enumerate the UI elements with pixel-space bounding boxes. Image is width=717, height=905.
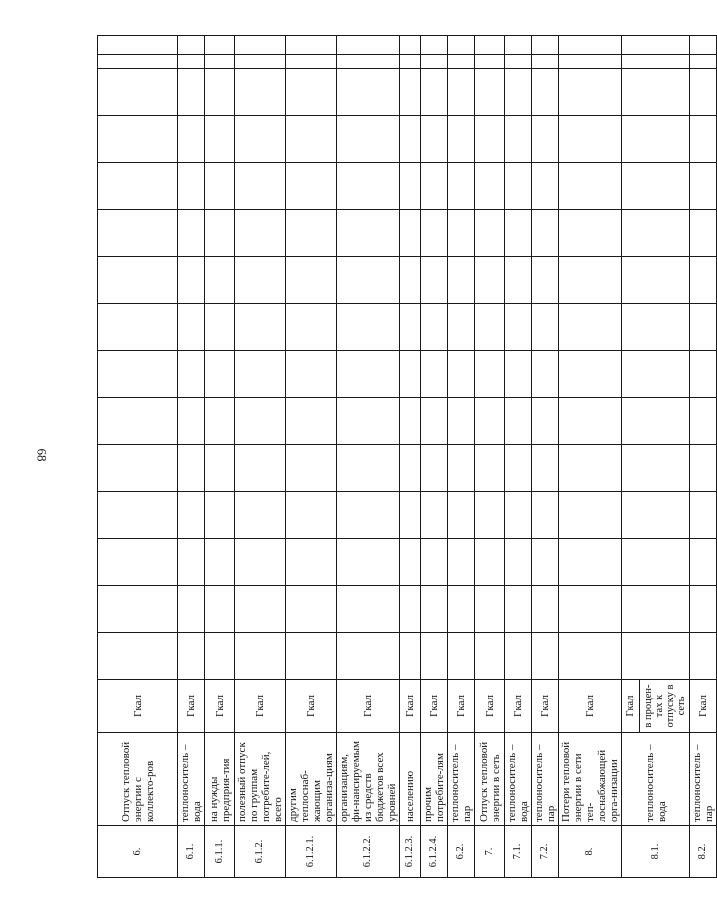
data-cell [421,398,448,445]
data-cell [178,445,205,492]
edge-cell [690,36,717,55]
data-cell [448,304,475,351]
data-cell [400,69,421,116]
row-number: 8.2. [690,826,717,878]
data-cell [337,633,400,680]
data-cell [475,586,505,633]
data-cell [559,445,622,492]
data-cell [205,633,235,680]
data-cell [475,304,505,351]
data-cell [475,539,505,586]
data-cell [559,492,622,539]
data-cell [532,492,559,539]
data-cell [205,351,235,398]
edge-cell [400,36,421,55]
data-cell [235,586,286,633]
data-cell [205,304,235,351]
data-cell [235,351,286,398]
data-cell [505,163,532,210]
data-cell [98,539,178,586]
data-cell [178,492,205,539]
data-cell [448,492,475,539]
data-cell [235,633,286,680]
data-cell [235,398,286,445]
data-cell [690,210,717,257]
data-cell [205,55,235,69]
table-row [448,36,475,878]
data-cell [505,633,532,680]
row-number: 8.1. [622,826,690,878]
data-cell [421,210,448,257]
row-number: 7.2. [532,826,559,878]
data-cell [400,116,421,163]
data-cell [400,445,421,492]
data-cell [235,539,286,586]
data-cell [448,633,475,680]
data-cell [690,304,717,351]
row-name: теплоноситель – вода [178,733,205,826]
data-cell [337,116,400,163]
data-cell [178,210,205,257]
data-cell [235,163,286,210]
data-cell [448,69,475,116]
data-cell [690,55,717,69]
data-cell [235,116,286,163]
data-cell [421,55,448,69]
data-cell [532,633,559,680]
edge-cell [421,36,448,55]
table-row [235,36,286,878]
table-row [532,36,559,878]
data-cell [448,445,475,492]
data-cell [475,633,505,680]
data-cell [98,257,178,304]
data-cell [622,398,690,445]
data-cell [532,116,559,163]
data-cell [337,304,400,351]
data-cell [286,69,337,116]
data-cell [235,445,286,492]
table-row [400,36,421,878]
data-cell [178,163,205,210]
row-number: 7. [475,826,505,878]
row-number: 6.1.2. [235,826,286,878]
data-cell [178,398,205,445]
data-cell [178,257,205,304]
row-name: теплоноситель – пар [532,733,559,826]
data-cell [690,163,717,210]
data-cell [98,398,178,445]
row-name: организациям, фи-нансируемым из средств бюджетов всех уровней [337,733,400,826]
data-cell [690,539,717,586]
data-cell [622,55,690,69]
data-cell [448,351,475,398]
data-cell [421,163,448,210]
data-cell [421,539,448,586]
edge-cell [178,36,205,55]
row-name: теплоноситель – пар [448,733,475,826]
data-cell [475,55,505,69]
data-cell [505,445,532,492]
data-cell [622,539,690,586]
data-cell [98,492,178,539]
data-cell [559,633,622,680]
data-cell [337,210,400,257]
data-cell [178,586,205,633]
data-cell [690,492,717,539]
row-number: 6.1.2.4. [421,826,448,878]
data-cell [448,55,475,69]
data-cell [622,304,690,351]
data-cell [622,351,690,398]
data-cell [98,445,178,492]
data-cell [421,586,448,633]
data-cell [286,492,337,539]
data-cell [532,445,559,492]
data-cell [400,304,421,351]
row-number: 6.1.1. [205,826,235,878]
data-cell [337,69,400,116]
data-cell [400,163,421,210]
data-cell [505,257,532,304]
data-cell [286,398,337,445]
row-name: Отпуск тепловой энергии в сеть [475,733,505,826]
data-cell [622,492,690,539]
data-cell [286,351,337,398]
row-unit-percent: в процен-тах к отпуску в сеть [640,680,690,733]
data-cell [337,351,400,398]
data-cell [337,539,400,586]
data-cell [475,116,505,163]
data-cell [178,55,205,69]
data-cell [286,633,337,680]
data-cell [622,69,690,116]
data-cell [505,539,532,586]
data-cell [421,304,448,351]
edge-cell [98,36,178,55]
report-table-container [97,35,715,878]
data-cell [690,586,717,633]
data-cell [690,445,717,492]
table-row [286,36,337,878]
data-cell [205,210,235,257]
data-cell [559,586,622,633]
row-name: Потери тепловой энергии в сети теп-лоснабжающей орга-низации [559,733,622,826]
data-cell [178,539,205,586]
data-cell [532,210,559,257]
row-number: 8. [559,826,622,878]
data-cell [505,69,532,116]
row-name: теплоноситель – вода [622,733,690,826]
data-cell [532,398,559,445]
row-unit: Гкал [178,680,205,733]
data-cell [421,116,448,163]
row-number: 6.1.2.2. [337,826,400,878]
data-cell [235,304,286,351]
data-cell [448,210,475,257]
row-unit: Гкал [690,680,717,733]
data-cell [622,116,690,163]
table-row [505,36,532,878]
data-cell [400,398,421,445]
data-cell [286,539,337,586]
edge-cell [532,36,559,55]
row-unit: Гкал [337,680,400,733]
data-cell [532,351,559,398]
data-cell [400,633,421,680]
edge-cell [205,36,235,55]
row-unit: Гкал [98,680,178,733]
data-cell [622,210,690,257]
edge-cell [337,36,400,55]
data-cell [286,257,337,304]
data-cell [475,163,505,210]
data-cell [286,445,337,492]
data-cell [421,351,448,398]
row-name: другим теплоснаб-жающим организа-циям [286,733,337,826]
data-cell [421,492,448,539]
data-cell [178,351,205,398]
data-cell [532,539,559,586]
data-cell [205,257,235,304]
data-cell [337,492,400,539]
edge-cell [448,36,475,55]
data-cell [400,210,421,257]
data-cell [235,492,286,539]
row-unit: Гкал [475,680,505,733]
data-cell [286,55,337,69]
data-cell [505,586,532,633]
data-cell [448,257,475,304]
row-number: 6.1. [178,826,205,878]
data-cell [475,257,505,304]
data-cell [532,304,559,351]
edge-cell [235,36,286,55]
row-unit: Гкал [205,680,235,733]
data-cell [559,398,622,445]
data-cell [98,633,178,680]
data-cell [505,351,532,398]
data-cell [448,539,475,586]
data-cell [178,69,205,116]
data-cell [235,69,286,116]
data-cell [337,586,400,633]
data-cell [505,55,532,69]
row-number: 6.1.2.3. [400,826,421,878]
data-cell [98,163,178,210]
data-cell [400,351,421,398]
data-cell [532,163,559,210]
edge-cell [505,36,532,55]
data-cell [286,163,337,210]
data-cell [205,445,235,492]
data-cell [421,69,448,116]
row-name: теплоноситель – пар [690,733,717,826]
data-cell [205,586,235,633]
row-unit: Гкал [421,680,448,733]
table-row [622,36,640,878]
data-cell [690,351,717,398]
row-name: на нужды предприя-тия [205,733,235,826]
table-row [690,36,717,878]
data-cell [559,55,622,69]
row-unit: Гкал [532,680,559,733]
data-cell [690,69,717,116]
data-cell [622,633,690,680]
data-cell [400,539,421,586]
data-cell [286,210,337,257]
data-cell [178,116,205,163]
edge-cell [559,36,622,55]
table-row [421,36,448,878]
row-unit: Гкал [286,680,337,733]
data-cell [205,69,235,116]
data-cell [286,304,337,351]
data-cell [421,257,448,304]
data-cell [559,351,622,398]
data-cell [286,116,337,163]
row-number: 6. [98,826,178,878]
data-cell [622,445,690,492]
data-cell [286,586,337,633]
data-cell [475,351,505,398]
data-cell [622,586,690,633]
data-cell [505,116,532,163]
data-cell [400,257,421,304]
data-cell [532,69,559,116]
data-cell [559,304,622,351]
row-unit-gcal: Гкал [622,680,640,733]
data-cell [690,257,717,304]
data-cell [475,398,505,445]
data-cell [205,398,235,445]
data-cell [448,398,475,445]
data-cell [448,586,475,633]
table-row [559,36,622,878]
data-cell [98,304,178,351]
data-cell [235,257,286,304]
data-cell [448,163,475,210]
data-cell [98,55,178,69]
data-cell [622,163,690,210]
row-unit: Гкал [235,680,286,733]
data-cell [690,398,717,445]
row-unit: Гкал [448,680,475,733]
table-row [98,36,178,878]
edge-cell [622,36,690,55]
data-cell [205,163,235,210]
table-row [178,36,205,878]
data-cell [559,539,622,586]
data-cell [400,492,421,539]
edge-cell [286,36,337,55]
row-unit: Гкал [505,680,532,733]
data-cell [559,69,622,116]
data-cell [448,116,475,163]
data-cell [98,116,178,163]
data-cell [98,69,178,116]
data-cell [337,163,400,210]
data-cell [337,398,400,445]
data-cell [421,633,448,680]
row-unit: Гкал [559,680,622,733]
row-name: населению [400,733,421,826]
heat-energy-table [97,35,717,878]
data-cell [475,210,505,257]
row-name: прочим потребите-лям [421,733,448,826]
table-row [475,36,505,878]
data-cell [205,492,235,539]
data-cell [205,116,235,163]
data-cell [421,445,448,492]
data-cell [235,55,286,69]
row-number: 6.1.2.1. [286,826,337,878]
data-cell [505,210,532,257]
data-cell [400,586,421,633]
data-cell [98,210,178,257]
data-cell [690,116,717,163]
data-cell [505,398,532,445]
table-row [205,36,235,878]
data-cell [505,304,532,351]
row-number: 6.2. [448,826,475,878]
page-number: 68 [34,448,50,462]
edge-cell [475,36,505,55]
data-cell [205,539,235,586]
data-cell [98,586,178,633]
row-name: Отпуск тепловой энергии с коллекто-ров [98,733,178,826]
data-cell [622,257,690,304]
data-cell [98,351,178,398]
data-cell [559,163,622,210]
row-unit: Гкал [400,680,421,733]
data-cell [690,633,717,680]
data-cell [235,210,286,257]
data-cell [178,304,205,351]
row-name: теплоноситель – вода [505,733,532,826]
data-cell [559,210,622,257]
data-cell [532,586,559,633]
data-cell [532,257,559,304]
data-cell [337,257,400,304]
data-cell [337,55,400,69]
data-cell [505,492,532,539]
data-cell [532,55,559,69]
data-cell [337,445,400,492]
data-cell [400,55,421,69]
table-row [337,36,400,878]
data-cell [178,633,205,680]
data-cell [475,445,505,492]
data-cell [559,257,622,304]
row-number: 7.1. [505,826,532,878]
data-cell [559,116,622,163]
row-name: полезный отпуск по группам потребите-лей, всего [235,733,286,826]
data-cell [475,492,505,539]
table-body [98,36,717,878]
data-cell [475,69,505,116]
